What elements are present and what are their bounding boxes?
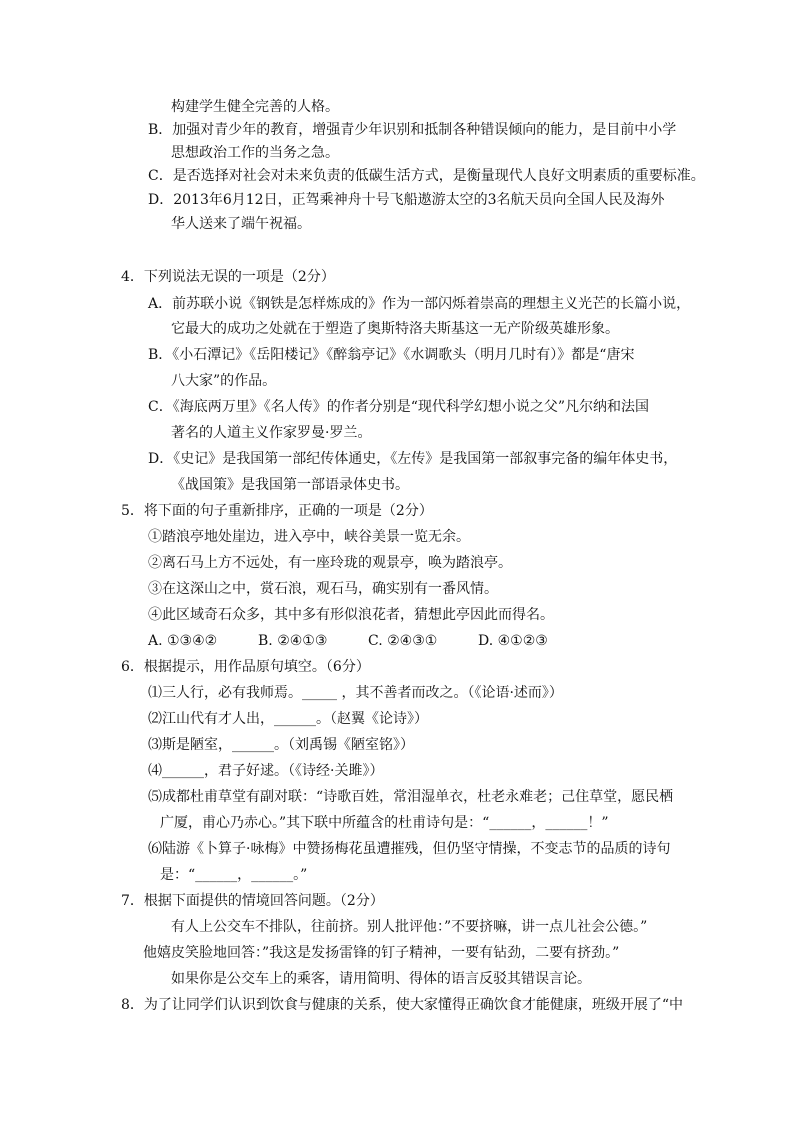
q7-paragraph-3: 如果你是公交车上的乘客，请用简明、得体的语言反驳其错误言论。	[171, 971, 591, 987]
q4-option-b-line2: 八大家”的作品。	[171, 373, 277, 389]
q6-item-3: ⑶斯是陋室，______。（刘禹锡《陋室铭》）	[148, 737, 414, 753]
q5-option-b: B. ②④①③	[258, 633, 328, 649]
q6-title: 6．根据提示，用作品原句填空。（6分）	[121, 659, 370, 675]
q6-item-5-line2: 广厦，甫心乃赤心。”其下联中所蕴含的杜甫诗句是：“______，______！”	[160, 815, 609, 831]
q5-title: 5．将下面的句子重新排序，正确的一项是（2分）	[121, 503, 433, 519]
q5-sentence-2: ②离石马上方不远处，有一座玲珑的观景亭，唤为踏浪亭。	[148, 555, 512, 571]
q8-title: 8．为了让同学们认识到饮食与健康的关系，使大家懂得正确饮食才能健康，班级开展了“中	[121, 997, 684, 1013]
q6-item-2: ⑵江山代有才人出，______。（赵翼《论诗》）	[148, 711, 428, 727]
q4-title: 4．下列说法无误的一项是（2分）	[121, 269, 335, 285]
q3-option-d-line2: 华人送来了端午祝福。	[171, 216, 311, 232]
q5-sentence-1: ①踏浪亭地处崖边，进入亭中，峡谷美景一览无余。	[148, 529, 470, 545]
q3-option-b-line1: B．加强对青少年的教育，增强青少年识别和抵制各种错误倾向的能力，是目前中小学	[148, 122, 677, 138]
q5-option-a: A. ①③④②	[148, 633, 218, 649]
q4-option-c-line1: C．《海底两万里》《名人传》的作者分别是“现代科学幻想小说之父”凡尔纳和法国	[148, 399, 650, 415]
q6-item-6-line1: ⑹陆游《卜算子·咏梅》中赞扬梅花虽遭摧残，但仍坚守情操，不变志节的品质的诗句	[148, 841, 671, 857]
q6-item-4: ⑷______，君子好逑。（《诗经·关雎》）	[148, 763, 384, 779]
q3-option-b-line2: 思想政治工作的当务之急。	[171, 145, 339, 161]
q5-option-c: C. ②④③①	[368, 633, 438, 649]
q6-item-1: ⑴三人行，必有我师焉。_____ ，其不善者而改之。（《论语·述而》）	[148, 685, 563, 701]
q7-paragraph-1: 有人上公交车不排队，往前挤。别人批评他：”不要挤嘛，讲一点儿社会公德。”	[171, 919, 648, 935]
q7-title: 7．根据下面提供的情境回答问题。（2分）	[121, 893, 384, 909]
q4-option-d-line2: 《战国策》是我国第一部语录体史书。	[171, 477, 409, 493]
q5-sentence-4: ④此区域奇石众多，其中多有形似浪花者，猜想此亭因此而得名。	[148, 607, 554, 623]
q3-option-a-continuation: 构建学生健全完善的人格。	[171, 99, 339, 115]
q6-item-6-line2: 是：“______，______。”	[160, 867, 308, 883]
q4-option-a-line1: A．前苏联小说《钢铁是怎样炼成的》作为一部闪烁着崇高的理想主义光芒的长篇小说，	[148, 296, 691, 312]
q7-paragraph-2: 他嬉皮笑脸地回答：”我这是发扬雷锋的钉子精神，一要有钻劲，二要有挤劲。”	[143, 945, 620, 961]
q4-option-a-line2: 它最大的成功之处就在于塑造了奥斯特洛夫斯基这一无产阶级英雄形象。	[171, 321, 619, 337]
q4-option-c-line2: 著名的人道主义作家罗曼·罗兰。	[171, 425, 372, 441]
q4-option-b-line1: B．《小石潭记》《岳阳楼记》《醉翁亭记》《水调歌头（明月几时有）》都是“唐宋	[148, 347, 635, 363]
q5-option-d: D. ④①②③	[478, 633, 548, 649]
q6-item-5-line1: ⑸成都杜甫草堂有副对联：“诗歌百姓，常泪湿单衣，杜老永难老；己住草堂，愿民栖	[148, 789, 674, 805]
q3-option-d-line1: D．2013年6月12日，正驾乘神舟十号飞船遨游太空的3名航天员向全国人民及海外	[148, 192, 665, 208]
q3-option-c: C．是否选择对社会对未来负责的低碳生活方式，是衡量现代人良好文明素质的重要标准。	[148, 168, 705, 184]
q5-sentence-3: ③在这深山之中，赏石浪，观石马，确实别有一番风情。	[148, 581, 498, 597]
q4-option-d-line1: D．《史记》是我国第一部纪传体通史，《左传》是我国第一部叙事完备的编年体史书，	[148, 451, 678, 467]
